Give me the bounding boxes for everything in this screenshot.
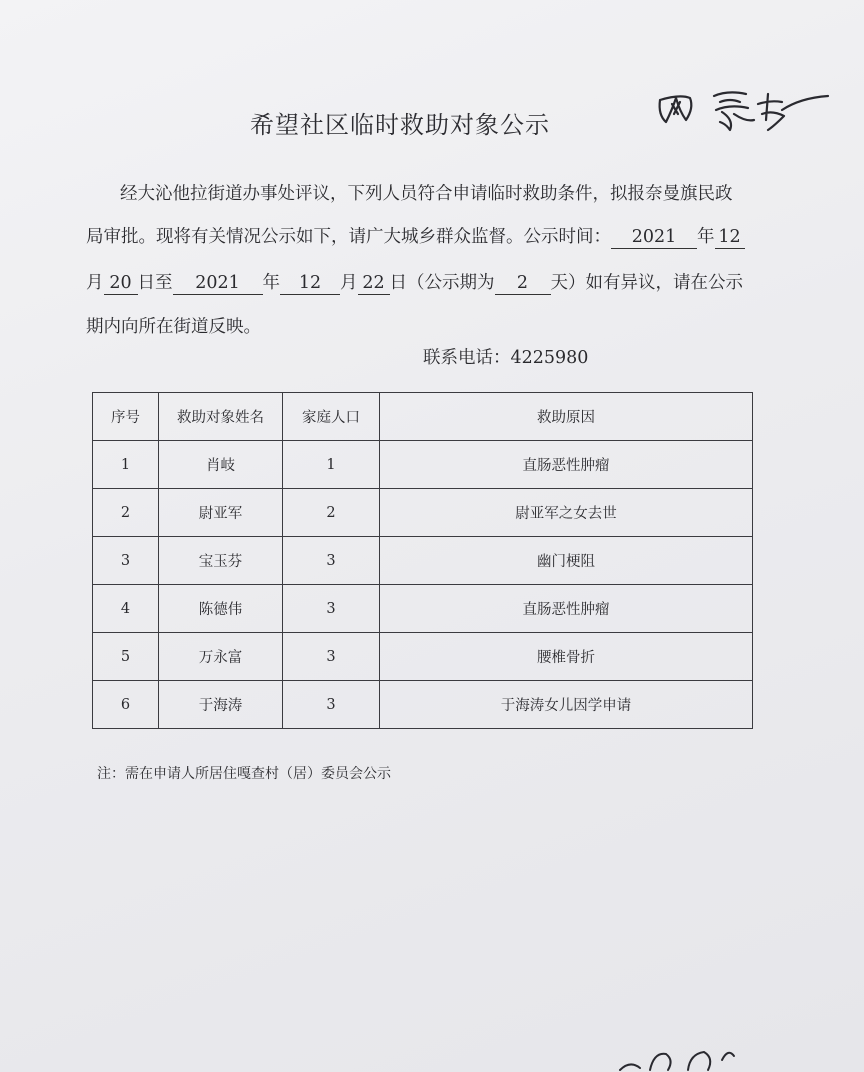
cell-household: 3 [283,585,380,633]
table-row [93,681,753,729]
cell-household: 1 [283,441,380,489]
cell-index: 4 [93,585,159,633]
cell-household: 3 [283,681,380,729]
month-label: 月 [86,273,104,293]
period-days: 2 [495,272,551,295]
table-row [93,489,753,537]
table-header-row [93,393,753,441]
intro-line-2-text: 局审批。现将有关情况公示如下，请广大城乡群众监督。公示时间： [86,227,611,247]
cell-index: 1 [93,441,159,489]
cell-reason: 幽门梗阻 [380,537,753,585]
header-index: 序号 [93,393,159,441]
period-suffix: 天）如有异议，请在公示 [550,273,743,293]
year-label-2: 年 [262,273,280,293]
table-row [93,633,753,681]
day-to-label: 日至 [137,273,173,293]
cell-name: 陈德伟 [159,585,283,633]
contact-phone: 联系电话：4225980 [423,348,589,368]
relief-table [92,392,753,729]
year-label: 年 [697,227,715,247]
intro-line-1: 经大沁他拉街道办事处评议，下列人员符合申请临时救助条件，拟报奈曼旗民政 [120,184,733,204]
cell-name: 于海涛 [159,681,283,729]
intro-line-4: 期内向所在街道反映。 [86,317,261,337]
cell-reason: 尉亚军之女去世 [380,489,753,537]
bottom-handwriting-icon [610,1030,740,1072]
end-day: 22 [358,272,390,295]
header-reason: 救助原因 [380,393,753,441]
cell-household: 2 [283,489,380,537]
month-label-2: 月 [340,273,358,293]
cell-household: 3 [283,537,380,585]
table-row [93,537,753,585]
cell-index: 2 [93,489,159,537]
cell-name: 肖岐 [159,441,283,489]
start-month: 12 [715,226,745,249]
cell-reason: 直肠恶性肿瘤 [380,585,753,633]
cell-reason: 腰椎骨折 [380,633,753,681]
start-year: 2021 [611,226,697,249]
cell-reason: 直肠恶性肿瘤 [380,441,753,489]
period-prefix: 日（公示期为 [389,273,495,293]
intro-line-3 [86,268,766,298]
cell-index: 5 [93,633,159,681]
cell-name: 宝玉芬 [159,537,283,585]
header-name: 救助对象姓名 [159,393,283,441]
footnote: 注：需在申请人所居住嘎查村（居）委员会公示 [97,766,391,782]
header-household: 家庭人口 [283,393,380,441]
start-day: 20 [104,272,138,295]
handwritten-signature-icon [650,80,840,140]
cell-index: 3 [93,537,159,585]
cell-name: 尉亚军 [159,489,283,537]
end-year: 2021 [173,272,263,295]
cell-reason: 于海涛女儿因学申请 [380,681,753,729]
table-row [93,441,753,489]
page-title: 希望社区临时救助对象公示 [250,111,550,139]
table-row [93,585,753,633]
cell-household: 3 [283,633,380,681]
intro-line-2 [86,222,766,252]
end-month: 12 [280,272,340,295]
cell-index: 6 [93,681,159,729]
cell-name: 万永富 [159,633,283,681]
